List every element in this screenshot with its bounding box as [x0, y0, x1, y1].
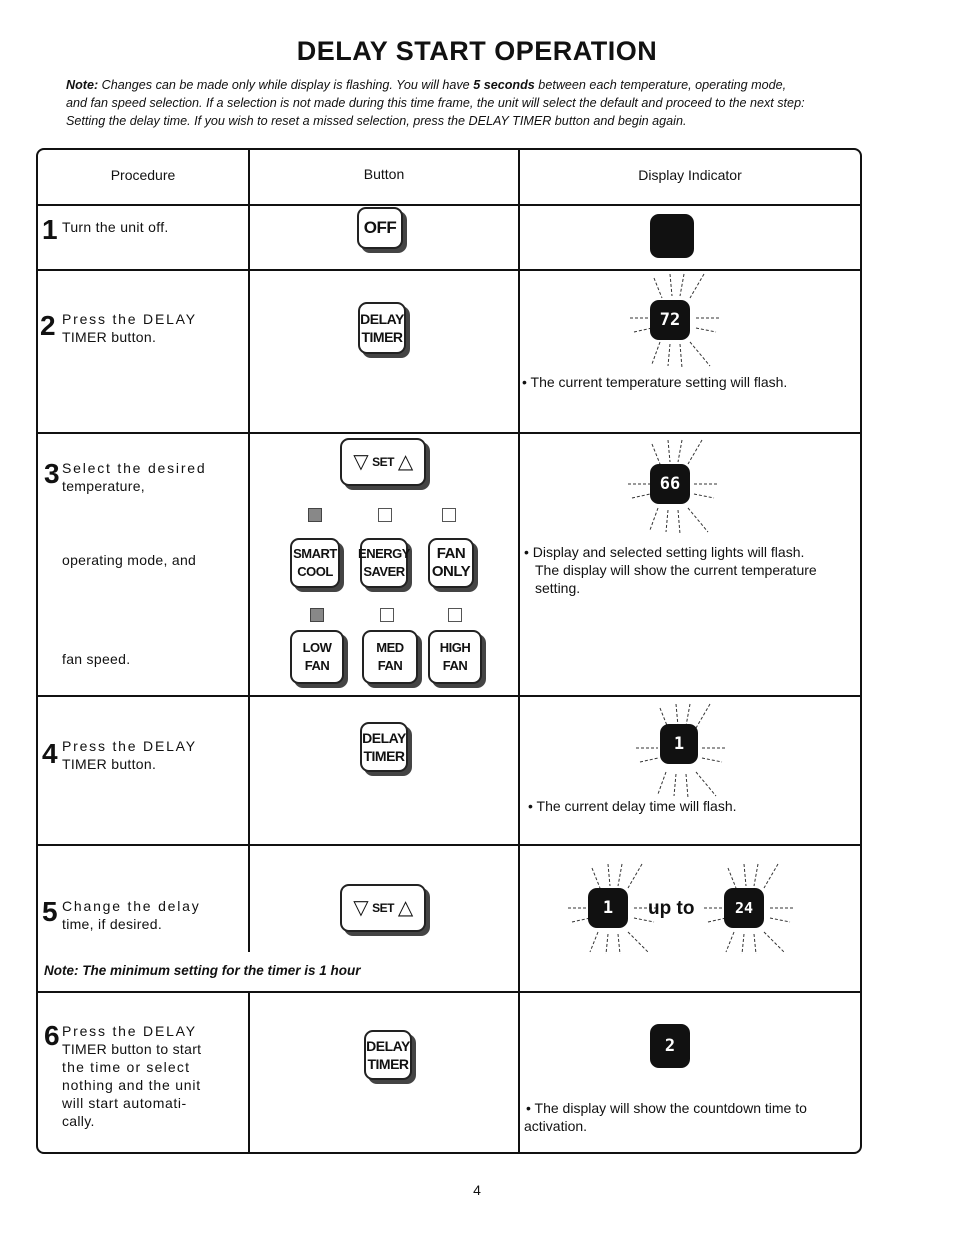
step-2-line-1: Press the DELAY: [62, 311, 197, 327]
med-fan-indicator: [380, 608, 394, 622]
note-text-2: between each temperature, operating mode, and fan speed selection. If a selection is not made during this time frame, the unit will select the default and proceed to the next step: Setting the delay time. If you wish to reset a missed selection, press the DELAY TIMER button and begin again.: [66, 78, 805, 128]
set-label: SET: [372, 455, 394, 469]
delay-label: DELAY: [362, 730, 406, 746]
minimum-timer-note: Note: The minimum setting for the timer is 1 hour: [44, 963, 361, 978]
row-divider: [38, 991, 860, 993]
step-6-line-6: cally.: [62, 1113, 95, 1129]
note-emphasis: 5 seconds: [473, 78, 535, 92]
step-6-bullet-1: • The display will show the countdown time to: [526, 1100, 807, 1116]
header-procedure: Procedure: [110, 167, 176, 183]
delay-timer-button[interactable]: [358, 302, 406, 354]
step-number: 2: [40, 310, 56, 341]
step-6-line-3: the time or select: [62, 1059, 191, 1075]
only-label: ONLY: [431, 563, 471, 580]
step-5-line-1: Change the delay: [62, 898, 201, 914]
set-delay-button[interactable]: [340, 884, 426, 932]
step-3-mode-text: operating mode, and: [62, 552, 197, 568]
display-temperature-66: 66: [650, 464, 690, 504]
high-label: HIGH: [439, 640, 471, 655]
smart-cool-button[interactable]: [290, 538, 340, 588]
header-display: Display Indicator: [638, 167, 742, 183]
smart-cool-indicator: [308, 508, 322, 522]
med-fan-button[interactable]: [362, 630, 418, 684]
step-number: 3: [44, 458, 60, 489]
high-fan-indicator: [448, 608, 462, 622]
down-arrow-icon[interactable]: ▽: [353, 451, 369, 473]
row-divider: [38, 844, 860, 846]
off-button[interactable]: [357, 207, 403, 249]
row-divider: [38, 432, 860, 434]
step-2-bullet: • The current temperature setting will flash.: [522, 374, 788, 390]
energy-saver-button[interactable]: [360, 538, 408, 588]
fan-label: FAN: [436, 545, 466, 562]
low-label: LOW: [302, 640, 332, 655]
low-fan-indicator: [310, 608, 324, 622]
step-6-line-5: will start automati-: [62, 1095, 187, 1111]
timer-label: TIMER: [361, 329, 403, 345]
low-fan-button[interactable]: [290, 630, 344, 684]
delay-label: DELAY: [360, 311, 404, 327]
med-label: MED: [376, 640, 404, 655]
set-temperature-button[interactable]: [340, 438, 426, 486]
column-divider: [518, 150, 520, 1152]
display-delay-min: 1: [588, 888, 628, 928]
display-delay-max: 24: [724, 888, 764, 928]
step-6-line-4: nothing and the unit: [62, 1077, 201, 1093]
cool-label: COOL: [297, 564, 333, 579]
step-6-line-2: TIMER button to start: [62, 1041, 202, 1057]
delay-timer-button[interactable]: [360, 722, 408, 772]
up-arrow-icon[interactable]: △: [397, 451, 413, 473]
column-divider: [248, 150, 250, 952]
fan-only-button[interactable]: [428, 538, 474, 588]
set-label: SET: [372, 901, 394, 915]
step-3-fan-text: fan speed.: [62, 651, 131, 667]
note-label: Note:: [66, 78, 99, 92]
page-number: 4: [473, 1182, 481, 1198]
down-arrow-icon[interactable]: ▽: [353, 897, 369, 919]
energy-label: ENERGY: [358, 546, 410, 561]
display-off: [650, 214, 694, 258]
header-button: Button: [363, 166, 405, 182]
up-to-label: up to: [648, 898, 695, 919]
step-2-line-2: TIMER button.: [62, 329, 157, 345]
row-divider: [38, 269, 860, 271]
off-label: OFF: [363, 218, 397, 237]
step-3-bullet-3: setting.: [535, 580, 581, 596]
step-3-line-2: temperature,: [62, 478, 145, 494]
step-4-line-2: TIMER button.: [62, 756, 157, 772]
display-delay-1: 1: [660, 724, 698, 764]
step-4-line-1: Press the DELAY: [62, 738, 197, 754]
fan-label: FAN: [377, 658, 403, 673]
step-6-line-1: Press the DELAY: [62, 1023, 197, 1039]
row-divider: [38, 204, 860, 206]
delay-timer-button[interactable]: [364, 1030, 412, 1080]
page-title: DELAY START OPERATION: [296, 36, 658, 66]
step-number: 4: [42, 738, 58, 769]
energy-saver-indicator: [378, 508, 392, 522]
high-fan-button[interactable]: [428, 630, 482, 684]
saver-label: SAVER: [363, 564, 405, 579]
fan-label: FAN: [304, 658, 330, 673]
step-5-line-2: time, if desired.: [62, 916, 163, 932]
delay-label: DELAY: [366, 1038, 410, 1054]
step-3-bullet-2: The display will show the current temperature: [535, 562, 817, 578]
note-text-1: Changes can be made only while display is flashing. You will have: [98, 78, 474, 92]
step-3-bullet-1: • Display and selected setting lights will flash.: [524, 544, 805, 560]
step-number: 1: [42, 214, 58, 245]
fan-label: FAN: [442, 658, 468, 673]
timer-label: TIMER: [367, 1056, 409, 1072]
up-arrow-icon[interactable]: △: [397, 897, 413, 919]
step-4-bullet: • The current delay time will flash.: [528, 798, 737, 814]
procedure-table: [36, 148, 862, 1154]
fan-only-indicator: [442, 508, 456, 522]
display-countdown-2: 2: [650, 1024, 690, 1068]
timer-label: TIMER: [363, 748, 405, 764]
display-temperature-72: 72: [650, 300, 690, 340]
step-3-line-1: Select the desired: [62, 460, 207, 476]
step-number: 6: [44, 1020, 60, 1051]
step-number: 5: [42, 896, 58, 927]
row-divider: [38, 695, 860, 697]
intro-note: [66, 76, 806, 130]
step-6-bullet-2: activation.: [524, 1118, 588, 1134]
column-divider: [248, 993, 250, 1152]
smart-label: SMART: [293, 546, 337, 561]
step-1-text: Turn the unit off.: [62, 219, 169, 235]
